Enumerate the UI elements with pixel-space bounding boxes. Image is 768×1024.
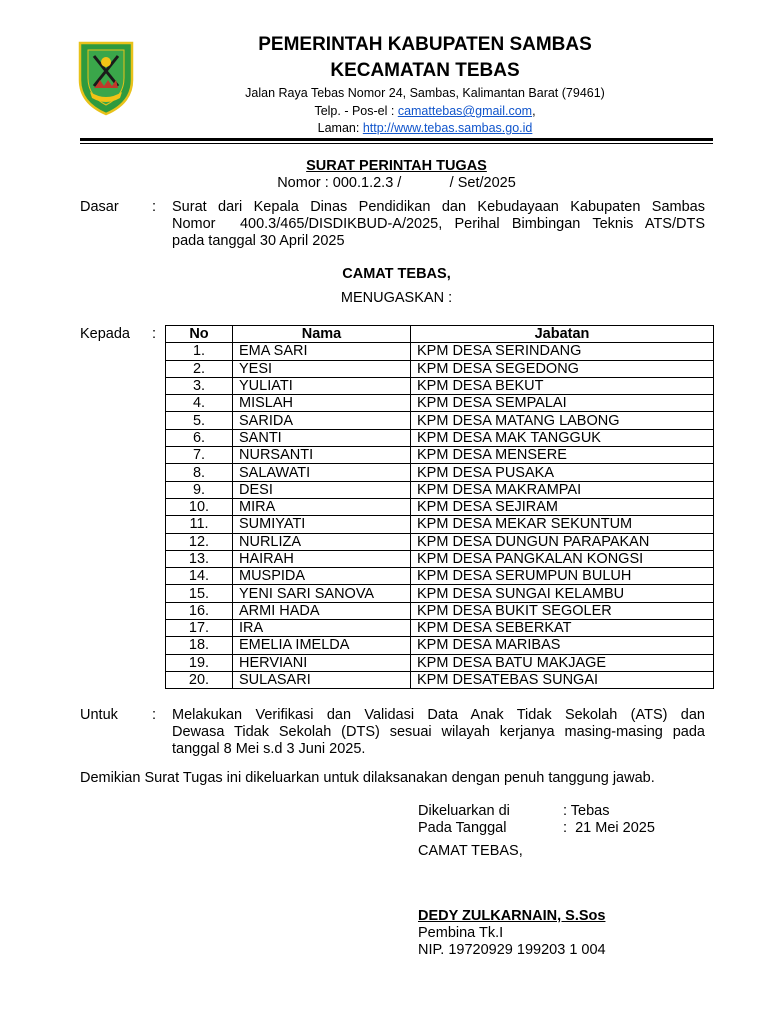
cell-jabatan: KPM DESA SERINDANG — [411, 343, 714, 360]
cell-jabatan: KPM DESA SEJIRAM — [411, 498, 714, 515]
table-row — [166, 412, 714, 429]
cell-nama: YULIATI — [233, 377, 411, 394]
table-row — [166, 377, 714, 394]
table-row — [166, 568, 714, 585]
cell-nama: SUMIYATI — [233, 516, 411, 533]
table-row — [166, 550, 714, 567]
cell-nama: NURSANTI — [233, 447, 411, 464]
assignment-table — [165, 325, 714, 689]
cell-nama: MISLAH — [233, 395, 411, 412]
cell-jabatan: KPM DESA SUNGAI KELAMBU — [411, 585, 714, 602]
cell-no: 4. — [166, 395, 233, 412]
untuk-line-1: Melakukan Verifikasi dan Validasi Data Anak Tidak Sekolah (ATS) dan — [172, 707, 705, 723]
cell-no: 7. — [166, 447, 233, 464]
cell-no: 16. — [166, 602, 233, 619]
issued-place-value: : Tebas — [563, 803, 610, 819]
table-row — [166, 447, 714, 464]
header-district-name: KECAMATAN TEBAS — [330, 60, 520, 81]
cell-jabatan: KPM DESA DUNGUN PARAPAKAN — [411, 533, 714, 550]
cell-nama: YENI SARI SANOVA — [233, 585, 411, 602]
dasar-line-3: pada tanggal 30 April 2025 — [172, 233, 345, 249]
kepada-label: Kepada — [80, 326, 130, 342]
cell-nama: SULASARI — [233, 671, 411, 688]
cell-no: 13. — [166, 550, 233, 567]
cell-jabatan: KPM DESA MEKAR SEKUNTUM — [411, 516, 714, 533]
camat-heading: CAMAT TEBAS, — [342, 266, 451, 282]
cell-nama: DESI — [233, 481, 411, 498]
letter-title: SURAT PERINTAH TUGAS — [306, 158, 487, 174]
cell-no: 10. — [166, 498, 233, 515]
cell-nama: YESI — [233, 360, 411, 377]
cell-no: 8. — [166, 464, 233, 481]
untuk-label: Untuk — [80, 707, 118, 723]
table-row — [166, 533, 714, 550]
cell-nama: IRA — [233, 620, 411, 637]
untuk-line-2: Dewasa Tidak Sekolah (DTS) sesuai wilayah kerjanya masing-masing pada — [172, 724, 705, 740]
cell-no: 9. — [166, 481, 233, 498]
dasar-label: Dasar — [80, 199, 119, 215]
signatory-rank: Pembina Tk.I — [418, 925, 504, 941]
column-header-no: No — [166, 326, 233, 343]
sambas-regency-emblem-icon — [76, 40, 136, 116]
cell-nama: MIRA — [233, 498, 411, 515]
header-web-label: Laman: — [317, 121, 363, 135]
cell-jabatan: KPM DESA BUKIT SEGOLER — [411, 602, 714, 619]
cell-jabatan: KPM DESA BATU MAKJAGE — [411, 654, 714, 671]
table-row — [166, 654, 714, 671]
kepada-colon: : — [152, 326, 157, 342]
cell-no: 14. — [166, 568, 233, 585]
table-row — [166, 585, 714, 602]
cell-jabatan: KPM DESA SEGEDONG — [411, 360, 714, 377]
letter-number: Nomor : 000.1.2.3 / / Set/2025 — [277, 175, 516, 191]
cell-no: 20. — [166, 671, 233, 688]
cell-jabatan: KPM DESA SERUMPUN BULUH — [411, 568, 714, 585]
cell-nama: SALAWATI — [233, 464, 411, 481]
header-email-link[interactable]: camattebas@gmail.com — [397, 104, 533, 118]
cell-no: 3. — [166, 377, 233, 394]
cell-jabatan: KPM DESA BEKUT — [411, 377, 714, 394]
table-row — [166, 620, 714, 637]
table-row — [166, 395, 714, 412]
untuk-colon: : — [152, 707, 157, 723]
dasar-line-2: Nomor 400.3/465/DISDIKBUD-A/2025, Perihal Bimbingan Teknis ATS/DTS — [172, 216, 705, 232]
menugaskan-heading: MENUGASKAN : — [340, 290, 453, 306]
header-phone-label: Telp. - Pos-el : — [314, 104, 398, 118]
table-row — [166, 360, 714, 377]
cell-no: 19. — [166, 654, 233, 671]
cell-jabatan: KPM DESA MARIBAS — [411, 637, 714, 654]
cell-no: 15. — [166, 585, 233, 602]
dasar-line-1: Surat dari Kepala Dinas Pendidikan dan Kebudayaan Kabupaten Sambas — [172, 199, 705, 215]
issued-place-label: Dikeluarkan di — [418, 803, 510, 819]
cell-no: 5. — [166, 412, 233, 429]
cell-nama: EMELIA IMELDA — [233, 637, 411, 654]
cell-no: 12. — [166, 533, 233, 550]
header-web-line — [130, 121, 720, 135]
table-row — [166, 637, 714, 654]
cell-jabatan: KPM DESA MENSERE — [411, 447, 714, 464]
letterhead-divider-thin — [80, 143, 713, 144]
signatory-nip: NIP. 19720929 199203 1 004 — [418, 942, 606, 958]
cell-no: 17. — [166, 620, 233, 637]
cell-no: 18. — [166, 637, 233, 654]
table-row — [166, 429, 714, 446]
cell-nama: NURLIZA — [233, 533, 411, 550]
header-contact-line — [130, 104, 720, 118]
cell-jabatan: KPM DESA PUSAKA — [411, 464, 714, 481]
table-row — [166, 602, 714, 619]
column-header-nama: Nama — [233, 326, 411, 343]
dasar-colon: : — [152, 199, 157, 215]
table-row — [166, 671, 714, 688]
cell-no: 6. — [166, 429, 233, 446]
cell-jabatan: KPM DESA PANGKALAN KONGSI — [411, 550, 714, 567]
cell-jabatan: KPM DESA SEMPALAI — [411, 395, 714, 412]
table-row — [166, 481, 714, 498]
header-web-link[interactable]: http://www.tebas.sambas.go.id — [362, 121, 533, 135]
table-header-row — [166, 326, 714, 343]
table-row — [166, 343, 714, 360]
cell-jabatan: KPM DESA MAKRAMPAI — [411, 481, 714, 498]
untuk-line-3: tanggal 8 Mei s.d 3 Juni 2025. — [172, 741, 366, 757]
table-body — [166, 343, 714, 689]
cell-nama: MUSPIDA — [233, 568, 411, 585]
closing-statement: Demikian Surat Tugas ini dikeluarkan untuk dilaksanakan dengan penuh tanggung jawab. — [80, 770, 655, 786]
cell-no: 1. — [166, 343, 233, 360]
cell-nama: EMA SARI — [233, 343, 411, 360]
cell-nama: HAIRAH — [233, 550, 411, 567]
column-header-jabatan: Jabatan — [411, 326, 714, 343]
table-row — [166, 516, 714, 533]
cell-jabatan: KPM DESA SEBERKAT — [411, 620, 714, 637]
cell-no: 11. — [166, 516, 233, 533]
cell-nama: SARIDA — [233, 412, 411, 429]
table-row — [166, 498, 714, 515]
issued-date-value: : 21 Mei 2025 — [563, 820, 655, 836]
signatory-name: DEDY ZULKARNAIN, S.Sos — [418, 908, 606, 924]
letterhead-divider-thick — [80, 138, 713, 141]
signatory-position: CAMAT TEBAS, — [418, 843, 523, 859]
cell-nama: SANTI — [233, 429, 411, 446]
header-address: Jalan Raya Tebas Nomor 24, Sambas, Kalimantan Barat (79461) — [245, 86, 605, 100]
table-row — [166, 464, 714, 481]
cell-jabatan: KPM DESATEBAS SUNGAI — [411, 671, 714, 688]
issued-date-label: Pada Tanggal — [418, 820, 507, 836]
cell-nama: HERVIANI — [233, 654, 411, 671]
cell-no: 2. — [166, 360, 233, 377]
cell-jabatan: KPM DESA MAK TANGGUK — [411, 429, 714, 446]
cell-nama: ARMI HADA — [233, 602, 411, 619]
header-government-name: PEMERINTAH KABUPATEN SAMBAS — [258, 34, 592, 55]
cell-jabatan: KPM DESA MATANG LABONG — [411, 412, 714, 429]
header-email-suffix: , — [532, 104, 536, 118]
